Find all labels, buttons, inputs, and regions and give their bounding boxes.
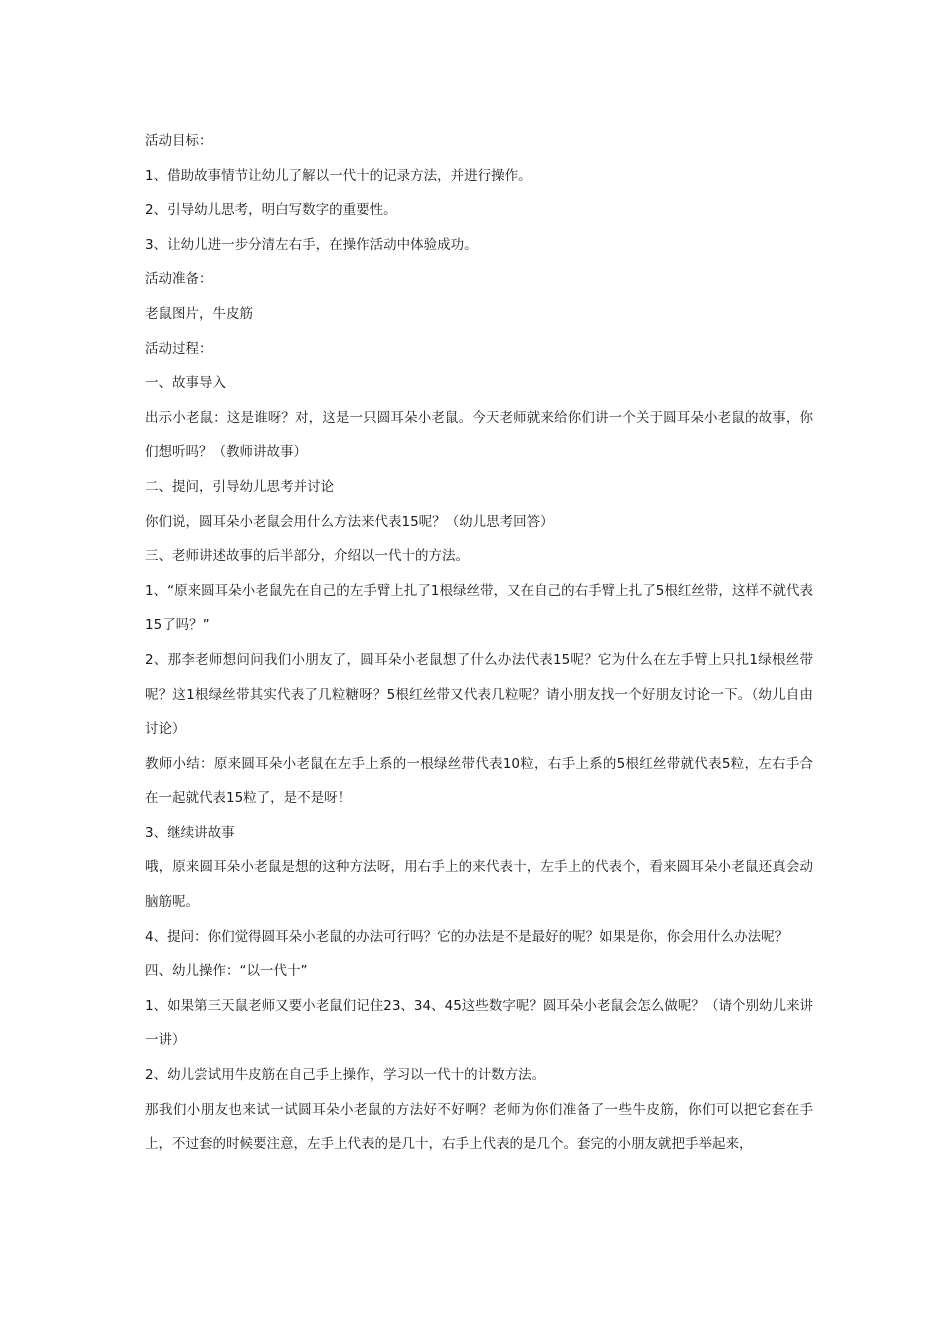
step-heading: 3、继续讲故事 (145, 824, 235, 841)
body-paragraph: 出示小老鼠：这是谁呀？对，这是一只圆耳朵小老鼠。今天老师就来给你们讲一个关于圆耳朵小老鼠的故事，你们想听吗？（教师讲故事） (145, 409, 813, 461)
document-body (145, 124, 813, 1162)
section-heading-preparation: 活动准备： (145, 271, 213, 288)
step-heading: 四、幼儿操作：“以一代十” (145, 963, 308, 980)
body-paragraph: 2、幼儿尝试用牛皮筋在自己手上操作，学习以一代十的计数方法。 (145, 1067, 546, 1084)
body-paragraph: 你们说，圆耳朵小老鼠会用什么方法来代表15呢？（幼儿思考回答） (145, 513, 554, 530)
body-paragraph: 4、提问：你们觉得圆耳朵小老鼠的办法可行吗？它的办法是不是最好的呢？如果是你，你会用什么办法呢？ (145, 928, 789, 945)
goal-item: 3、让幼儿进一步分清左右手，在操作活动中体验成功。 (145, 236, 478, 253)
section-heading-process: 活动过程： (145, 340, 213, 357)
preparation-text: 老鼠图片，牛皮筋 (145, 305, 253, 322)
body-paragraph: 哦，原来圆耳朵小老鼠是想的这种方法呀，用右手上的来代表十，左手上的代表个，看来圆耳朵小老鼠还真会动脑筋呢。 (145, 859, 813, 911)
body-paragraph: 1、“原来圆耳朵小老鼠先在自己的左手臂上扎了1根绿丝带，又在自己的右手臂上扎了5根红丝带，这样不就代表15了吗？” (145, 582, 813, 634)
body-paragraph: 2、那李老师想问问我们小朋友了，圆耳朵小老鼠想了什么办法代表15呢？它为什么在左手臂上只扎1绿根丝带呢？这1根绿丝带其实代表了几粒糖呀？5根红丝带又代表几粒呢？请小朋友找一个好朋友讨论一下。（幼儿自由讨论） (145, 651, 813, 738)
body-paragraph: 教师小结：原来圆耳朵小老鼠在左手上系的一根绿丝带代表10粒，右手上系的5根红丝带就代表5粒，左右手合在一起就代表15粒了，是不是呀！ (145, 755, 813, 807)
goal-item: 2、引导幼儿思考，明白写数字的重要性。 (145, 202, 397, 219)
body-paragraph: 那我们小朋友也来试一试圆耳朵小老鼠的方法好不好啊？老师为你们准备了一些牛皮筋，你们可以把它套在手上，不过套的时候要注意，左手上代表的是几十，右手上代表的是几个。套完的小朋友就把手举起来， (145, 1101, 813, 1153)
section-heading-goals: 活动目标： (145, 133, 213, 149)
step-heading: 二、提问，引导幼儿思考并讨论 (145, 478, 334, 495)
step-heading: 一、故事导入 (145, 375, 226, 392)
goal-item: 1、借助故事情节让幼儿了解以一代十的记录方法，并进行操作。 (145, 167, 532, 184)
body-paragraph: 1、如果第三天鼠老师又要小老鼠们记住23、34、45这些数字呢？圆耳朵小老鼠会怎么做呢？（请个别幼儿来讲一讲） (145, 997, 813, 1049)
step-heading: 三、老师讲述故事的后半部分，介绍以一代十的方法。 (145, 548, 469, 565)
